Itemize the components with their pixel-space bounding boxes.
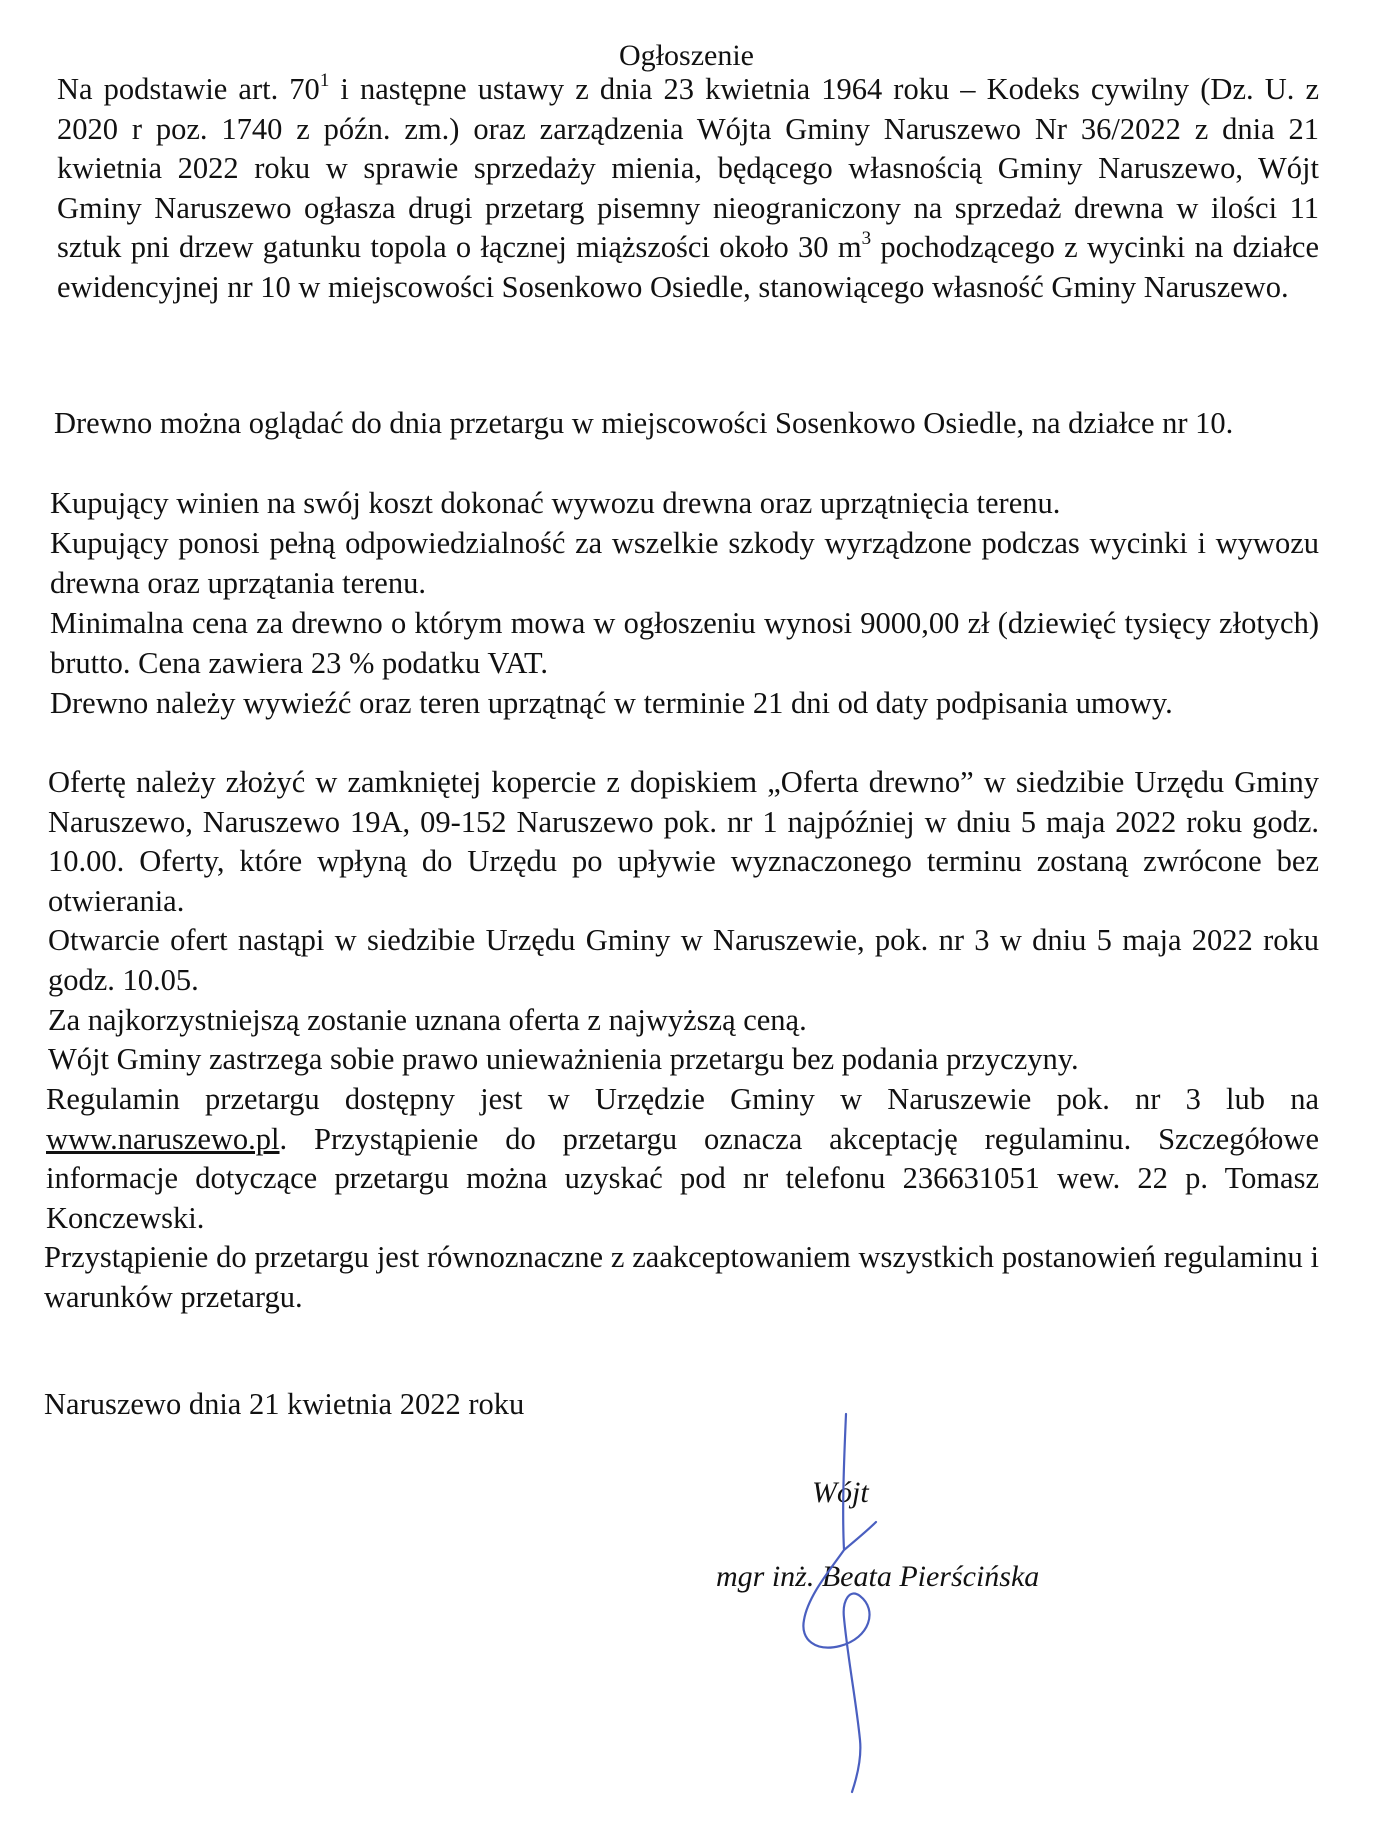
regulations-text-end: . Przystąpienie do przetargu oznacza akceptację regulaminu. Szczegółowe informacje dotyczące przetargu można uzyskać pod nr telefonu 236631051 wew. 22 p. Tomasz Konczewski. <box>46 1121 1319 1235</box>
paragraph-buyer-obligation: Kupujący winien na swój koszt dokonać wywozu drewna oraz uprzątnięcia terenu. <box>50 486 1061 520</box>
intro-text-start: Na podstawie art. 70 <box>57 72 320 106</box>
paragraph-offer-opening: Otwarcie ofert nastąpi w siedzibie Urzędu Gminy w Naruszewie, pok. nr 3 w dniu 5 maja 2022 roku godz. 10.05. <box>48 923 1319 997</box>
paragraph-buyer-liability: Kupujący ponosi pełną odpowiedzialność za wszelkie szkody wyrządzone podczas wycinki i wywozu drewna oraz uprzątania terenu. <box>50 526 1319 600</box>
cubic-meter-superscript: 3 <box>861 227 872 249</box>
article-superscript: 1 <box>319 69 330 91</box>
paragraph-best-offer: Za najkorzystniejszą zostanie uznana oferta z najwyższą ceną. <box>48 1003 807 1037</box>
paragraph-regulations <box>46 1080 1319 1238</box>
intro-text-end: pochodzącego z wycinki na działce ewidencyjnej nr 10 w miejscowości Sosenkowo Osiedle, stanowiącego własność Gminy Naruszewo. <box>57 230 1320 304</box>
paragraph-minimum-price: Minimalna cena za drewno o którym mowa w ogłoszeniu wynosi 9000,00 zł (dziewięć tysięcy złotych) brutto. Cena zawiera 23 % podatku VAT. <box>50 606 1319 680</box>
intro-text-middle: i następne ustawy z dnia 23 kwietnia 1964 roku – Kodeks cywilny (Dz. U. z 2020 r poz. 1740 z późn. zm.) oraz zarządzenia Wójta Gminy Naruszewo Nr 36/2022 z dnia 21 kwietnia 2022 roku w sprawie sprzedaży mienia, będącego własnością Gminy Naruszewo, Wójt Gminy Naruszewo ogłasza drugi przetarg pisemny nieograniczony na sprzedaż drewna w ilości 11 sztuk pni drzew gatunku topola o łącznej miąższości około 30 m <box>57 72 1319 264</box>
paragraph-viewing: Drewno można oglądać do dnia przetargu w miejscowości Sosenkowo Osiedle, na działce nr 10. <box>54 406 1234 440</box>
regulations-text-start: Regulamin przetargu dostępny jest w Urzędzie Gminy w Naruszewie pok. nr 3 lub na <box>46 1082 1319 1116</box>
paragraph-announcement-intro <box>57 70 1319 307</box>
handwritten-signature-icon <box>760 1400 930 1800</box>
place-and-date: Naruszewo dnia 21 kwietnia 2022 roku <box>44 1387 525 1421</box>
paragraph-acceptance: Przystąpienie do przetargu jest równoznaczne z zaakceptowaniem wszystkich postanowień regulaminu i warunków przetargu. <box>44 1240 1319 1314</box>
signature-role: Wójt <box>812 1476 869 1509</box>
paragraph-cancellation-right: Wójt Gminy zastrzega sobie prawo unieważnienia przetargu bez podania przyczyny. <box>48 1042 1079 1076</box>
website-link[interactable]: www.naruszewo.pl <box>46 1121 280 1156</box>
signature-name: mgr inż. Beata Pierścińska <box>716 1560 1040 1593</box>
document-title: Ogłoszenie <box>619 39 754 72</box>
paragraph-removal-deadline: Drewno należy wywieźć oraz teren uprzątnąć w terminie 21 dni od daty podpisania umowy. <box>50 686 1173 720</box>
paragraph-offer-submission: Ofertę należy złożyć w zamkniętej kopercie z dopiskiem „Oferta drewno” w siedzibie Urzędu Gminy Naruszewo, Naruszewo 19A, 09-152 Naruszewo pok. nr 1 najpóźniej w dniu 5 maja 2022 roku godz. 10.00. Oferty, które wpłyną do Urzędu po upływie wyznaczonego terminu zostaną zwrócone bez otwierania. <box>48 765 1319 918</box>
